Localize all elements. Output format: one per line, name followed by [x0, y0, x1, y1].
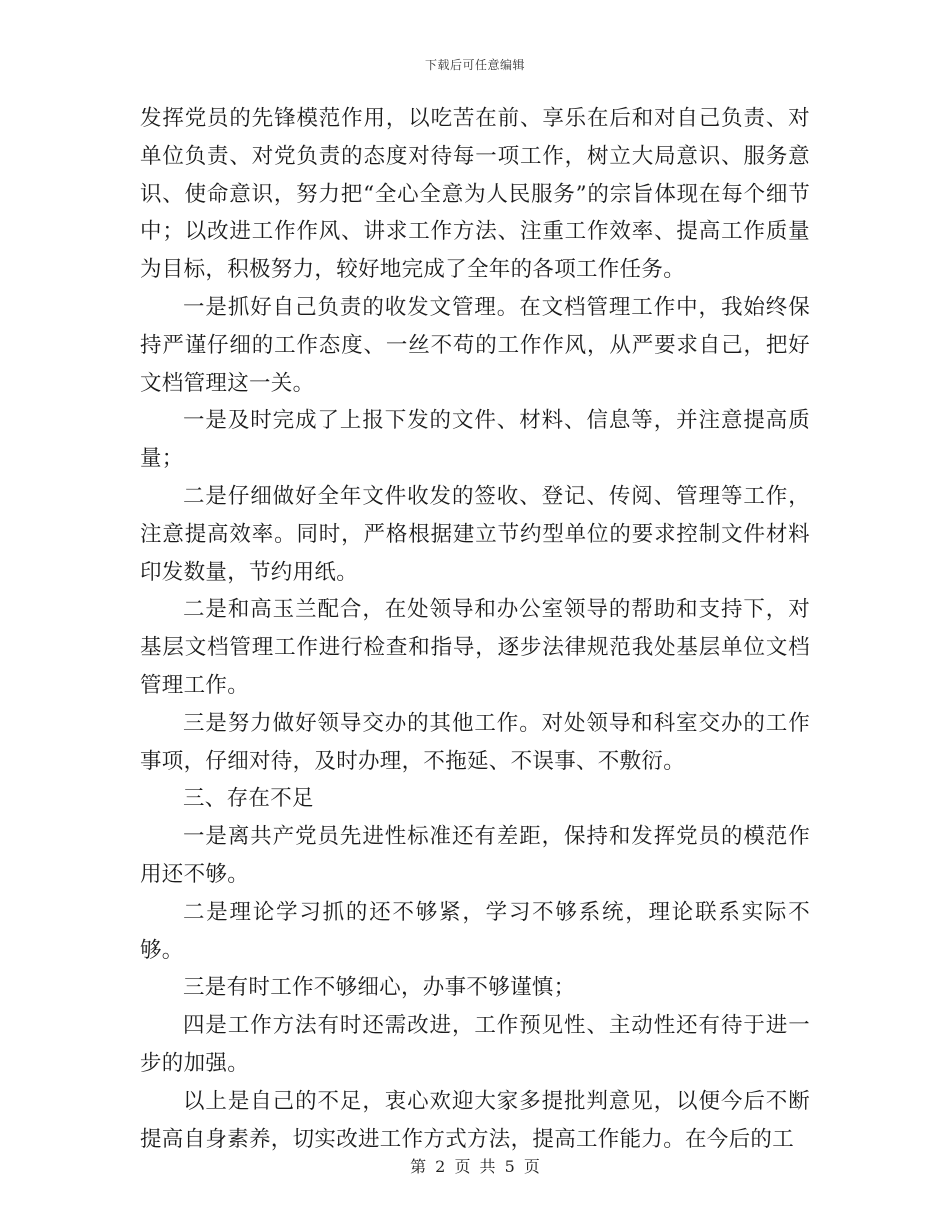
paragraph-conclusion: 以上是自己的不足，衷心欢迎大家多提批判意见，以便今后不断提高自身素养，切实改进工作方式方法，提高工作能力。在今后的工 — [140, 1088, 810, 1152]
paragraph-shortcoming-1: 一是离共产党员先进性标准还有差距，保持和发挥党员的模范作用还不够。 — [140, 824, 810, 887]
page-number: 第 2 页 共 5 页 — [410, 1157, 540, 1176]
paragraph-shortcoming-3: 三是有时工作不够细心，办事不够谨慎； — [183, 975, 576, 1001]
paragraph-shortcoming-4: 四是工作方法有时还需改进，工作预见性、主动性还有待于进一步的加强。 — [140, 1013, 810, 1076]
paragraph-grassroots-inspection: 二是和高玉兰配合，在处领导和办公室领导的帮助和支持下，对基层文档管理工作进行检查和指导，逐步法律规范我处基层单位文档管理工作。 — [140, 597, 810, 698]
document-body — [140, 100, 810, 1158]
paragraph-timely-reporting: 一是及时完成了上报下发的文件、材料、信息等，并注意提高质量； — [140, 408, 810, 472]
paragraph-other-tasks: 三是努力做好领导交办的其他工作。对处领导和科室交办的工作事项，仔细对待，及时办理，不拖延、不误事、不敷衍。 — [140, 710, 810, 774]
paragraph-continuation: 发挥党员的先锋模范作用，以吃苦在前、享乐在后和对自己负责、对单位负责、对党负责的态度对待每一项工作，树立大局意识、服务意识、使命意识，努力把“全心全意为人民服务”的宗旨体现在每个细节中；以改进工作作风、讲求工作方法、注重工作效率、提高工作质量为目标，积极努力，较好地完成了全年的各项工作任务。 — [140, 106, 810, 283]
paragraph-document-management: 一是抓好自己负责的收发文管理。在文档管理工作中，我始终保持严谨仔细的工作态度、一丝不苟的工作作风，从严要求自己，把好文档管理这一关。 — [140, 294, 810, 396]
section-heading-shortcomings: 三、存在不足 — [183, 786, 314, 812]
page-header: 下载后可任意编辑 — [424, 58, 525, 72]
paragraph-file-handling: 二是仔细做好全年文件收发的签收、登记、传阅、管理等工作，注意提高效率。同时，严格根据建立节约型单位的要求控制文件材料印发数量，节约用纸。 — [140, 483, 810, 585]
paragraph-shortcoming-2: 二是理论学习抓的还不够紧，学习不够系统，理论联系实际不够。 — [140, 899, 810, 963]
